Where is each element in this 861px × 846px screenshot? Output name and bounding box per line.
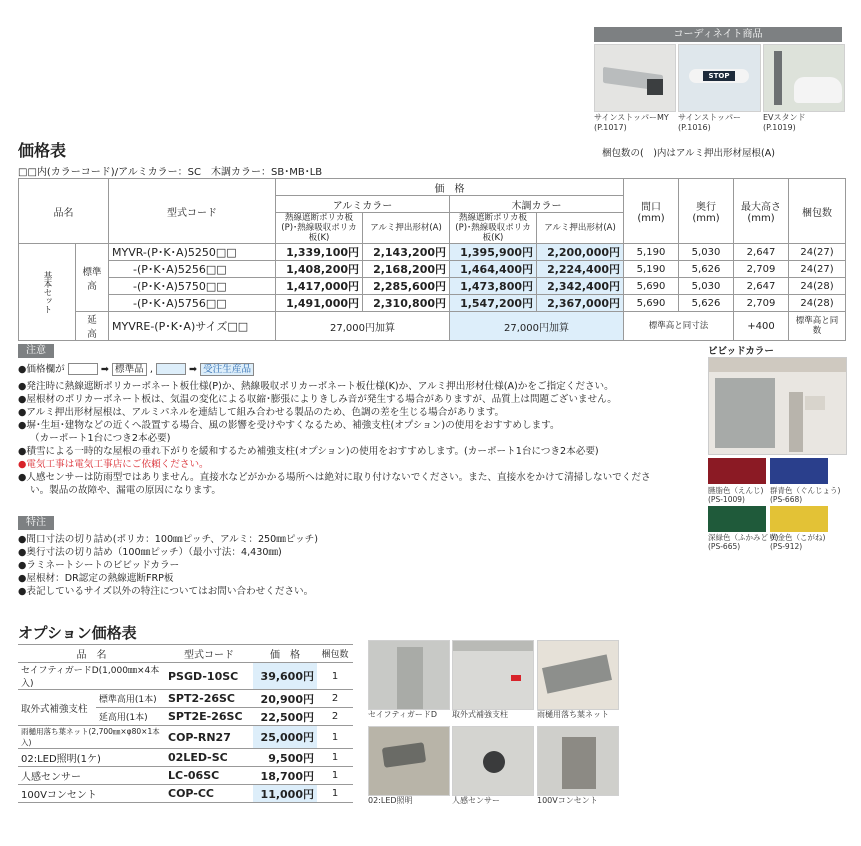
price-cell: 2,224,400円 (537, 261, 624, 278)
coord-caption-2 (678, 113, 741, 133)
th-sub1-wood: 熱線遮断ポリカ板(P)･熱線吸収ポリカ板(K) (450, 213, 537, 244)
row-code: -(P･K･A)5750□□ (109, 278, 276, 295)
option-row (18, 749, 353, 767)
motion-sensor-photo (452, 726, 534, 796)
sign-stopper-my-photo (594, 44, 676, 112)
th-depth-unit: (mm) (692, 213, 720, 224)
pack-cell: 24(28) (789, 295, 846, 312)
option-price: 11,000円 (253, 785, 317, 803)
price-cell: 1,417,000円 (276, 278, 363, 295)
ext-alumi: 27,000円加算 (276, 312, 450, 341)
option-sub: 標準高用(1本) (96, 690, 165, 708)
option-name: セイフティガードD(1,000㎜×4本入) (18, 663, 165, 690)
photo-caption: 取外式補強支柱 (452, 710, 508, 719)
option-code: 02LED-SC (165, 749, 253, 767)
notes-tag: 注意 (18, 344, 54, 358)
ext-pack: 標準高と同数 (789, 312, 846, 341)
oth-price: 価 格 (253, 645, 317, 663)
price-cell: 1,473,800円 (450, 278, 537, 295)
option-name: 02:LED照明(1ケ) (18, 749, 165, 767)
legend-blue-box (156, 363, 186, 375)
option-code: COP-CC (165, 785, 253, 803)
height-cell: 2,647 (734, 244, 789, 261)
ext-wood: 27,000円加算 (450, 312, 624, 341)
option-row (18, 726, 353, 749)
photo-caption: 02:LED照明 (368, 796, 413, 805)
option-name: 取外式補強支柱 (18, 690, 96, 726)
table-row-ext (19, 312, 846, 341)
price-cell: 1,547,200円 (450, 295, 537, 312)
special-tag: 特注 (18, 516, 54, 530)
note-line: ●塀･生垣･建物などの近くへ設置する場合、風の影響を受けやすくなるため、補強支柱(オプション)の使用をおすすめします。 (18, 420, 560, 431)
coord-ref-2: (P.1016) (678, 123, 711, 132)
ext-code: MYVRE-(P･K･A)サイズ□□ (109, 312, 276, 341)
note-line: ●屋根材のポリカーボネート板は、気温の変化による収縮･膨張によりきしみ音が発生する場合がありますが、品質上は問題ございません。 (18, 394, 617, 405)
width-cell: 5,190 (624, 244, 679, 261)
th-depth (679, 179, 734, 244)
options-table (18, 644, 353, 803)
price-cell: 1,395,900円 (450, 244, 537, 261)
swatch-enji (708, 458, 766, 484)
notes-list (18, 380, 698, 497)
price-cell: 2,168,200円 (363, 261, 450, 278)
price-cell: 2,200,000円 (537, 244, 624, 261)
option-price: 18,700円 (253, 767, 317, 785)
swatch-label-2 (770, 486, 840, 504)
support-post-photo (452, 640, 534, 710)
ext-size: 標準高と同寸法 (624, 312, 734, 341)
coord-caption-1 (594, 113, 669, 133)
option-code: SPT2-26SC (165, 690, 253, 708)
swatch-fukamidori (708, 506, 766, 532)
arrow-icon: ➡ (100, 364, 109, 375)
depth-cell: 5,626 (679, 261, 734, 278)
swatch-gunjou (770, 458, 828, 484)
option-row (18, 663, 353, 690)
price-cell: 2,342,400円 (537, 278, 624, 295)
ev-stand-photo (763, 44, 845, 112)
legend-std: 標準品 (112, 363, 147, 376)
option-row (18, 785, 353, 803)
outlet-photo (537, 726, 619, 796)
vivid-photo (708, 357, 847, 455)
option-sub: 延高用(1本) (96, 708, 165, 726)
option-code: LC-06SC (165, 767, 253, 785)
coordinate-header: コーディネイト商品 (594, 27, 842, 42)
option-price: 20,900円 (253, 690, 317, 708)
th-alumi: アルミカラー (276, 196, 450, 213)
group-label: 基本セット (19, 244, 76, 341)
option-code: SPT2E-26SC (165, 708, 253, 726)
option-price: 9,500円 (253, 749, 317, 767)
legend-order: 受注生産品 (200, 363, 254, 376)
option-pack: 1 (317, 749, 353, 767)
options-title: オプション価格表 (18, 624, 137, 642)
swatch-code: (PS-912) (770, 542, 803, 551)
stop-sign: STOP (703, 71, 735, 81)
swatch-code: (PS-668) (770, 495, 803, 504)
pack-cell: 24(28) (789, 278, 846, 295)
photo-caption: 人感センサー (452, 796, 500, 805)
leaf-net-photo (537, 640, 619, 710)
depth-cell: 5,030 (679, 278, 734, 295)
row-code: MYVR-(P･K･A)5250□□ (109, 244, 276, 261)
width-cell: 5,690 (624, 278, 679, 295)
swatch-name: 深緑色（ふかみどり) (708, 533, 779, 542)
legend-line: ●価格欄が ➡ 標準品 , ➡ 受注生産品 (18, 363, 254, 376)
note-line: ●人感センサーは防雨型ではありません。直接水などがかかる場所へは絶対に取り付けないでください。また、直接水をかけて清掃しないでくださ (18, 472, 651, 483)
photo-caption: 100Vコンセント (537, 796, 598, 805)
table-row (19, 244, 846, 261)
oth-name: 品 名 (18, 645, 165, 663)
special-line: ●ラミネートシートのビビッドカラー (18, 560, 180, 571)
th-name: 品名 (19, 179, 109, 244)
width-cell: 5,190 (624, 261, 679, 278)
ext-label: 延 高 (76, 312, 109, 341)
depth-cell: 5,626 (679, 295, 734, 312)
coord-name-1: サインストッパーMY (594, 113, 669, 122)
safety-guard-photo (368, 640, 450, 710)
option-price: 22,500円 (253, 708, 317, 726)
photo-caption: セイフティガードD (368, 710, 438, 719)
th-depth-label: 奥行 (696, 202, 716, 213)
height-cell: 2,709 (734, 261, 789, 278)
color-line: □□内(カラーコード)/アルミカラー：SC 木調カラー：SB･MB･LB (18, 167, 323, 178)
swatch-code: (PS-1009) (708, 495, 745, 504)
coord-ref-1: (P.1017) (594, 123, 627, 132)
option-row (18, 767, 353, 785)
th-sub2-alumi: アルミ押出形材(A) (363, 213, 450, 244)
th-height-unit: (mm) (747, 213, 775, 224)
option-pack: 2 (317, 690, 353, 708)
option-name: 人感センサー (18, 767, 165, 785)
height-cell: 2,647 (734, 278, 789, 295)
photo-caption: 雨樋用落ち葉ネット (537, 710, 609, 719)
ext-height: +400 (734, 312, 789, 341)
legend-blank-box (68, 363, 98, 375)
note-line: （カーポート1台につき2本必要) (30, 433, 171, 444)
th-width-unit: (mm) (637, 213, 665, 224)
pack-cell: 24(27) (789, 244, 846, 261)
option-row (18, 690, 353, 708)
price-table (18, 178, 846, 341)
option-pack: 2 (317, 708, 353, 726)
swatch-kogane (770, 506, 828, 532)
price-cell: 2,310,800円 (363, 295, 450, 312)
note-line: ●積雪による一時的な屋根の垂れ下がりを緩和するため補強支柱(オプション)の使用をおすすめします。(カーポート1台につき2本必要) (18, 446, 599, 457)
swatch-name: 群青色（ぐんじょう) (770, 486, 841, 495)
price-cell: 2,143,200円 (363, 244, 450, 261)
depth-cell: 5,030 (679, 244, 734, 261)
swatch-code: (PS-665) (708, 542, 741, 551)
swatch-label-3 (708, 533, 778, 551)
th-width (624, 179, 679, 244)
note-line: ●アルミ押出形材屋根は、アルミパネルを連結して組み合わせる製品のため、色調の差を生じる場合があります。 (18, 407, 505, 418)
packing-note: 梱包数の( )内はアルミ押出形材屋根(A) (602, 148, 775, 159)
arrow-icon: ➡ (188, 364, 198, 375)
pack-cell: 24(27) (789, 261, 846, 278)
row-code: -(P･K･A)5756□□ (109, 295, 276, 312)
th-wood: 木調カラー (450, 196, 624, 213)
table-row (19, 261, 846, 278)
special-list (18, 533, 318, 598)
option-pack: 1 (317, 767, 353, 785)
option-code: PSGD-10SC (165, 663, 253, 690)
oth-pack: 梱包数 (317, 645, 353, 663)
option-name: 100Vコンセント (18, 785, 165, 803)
price-cell: 1,339,100円 (276, 244, 363, 261)
swatch-label-1 (708, 486, 763, 504)
coord-ref-3: (P.1019) (763, 123, 796, 132)
price-cell: 1,464,400円 (450, 261, 537, 278)
std-label: 標準高 (76, 244, 109, 312)
price-title: 価格表 (18, 141, 67, 160)
row-code: -(P･K･A)5256□□ (109, 261, 276, 278)
price-cell: 1,408,200円 (276, 261, 363, 278)
option-price: 25,000円 (253, 726, 317, 749)
coord-name-3: EVスタンド (763, 113, 806, 122)
swatch-name: 臙脂色（えんじ) (708, 486, 764, 495)
sign-stopper-photo (678, 44, 761, 112)
oth-code: 型式コード (165, 645, 253, 663)
note-line: い。製品の故障や、漏電の原因になります。 (30, 485, 221, 496)
note-warning: ●電気工事は電気工事店にご依頼ください。 (18, 459, 209, 470)
th-height-label: 最大高さ (741, 202, 781, 213)
price-cell: 1,491,000円 (276, 295, 363, 312)
th-price: 価 格 (276, 179, 624, 196)
option-pack: 1 (317, 726, 353, 749)
width-cell: 5,690 (624, 295, 679, 312)
led-light-photo (368, 726, 450, 796)
table-row (19, 278, 846, 295)
price-cell: 2,285,600円 (363, 278, 450, 295)
special-line: ●間口寸法の切り詰め(ポリカ：100㎜ピッチ、アルミ：250㎜ピッチ) (18, 534, 318, 545)
legend-text: ●価格欄が (18, 364, 65, 375)
note-line: ●発注時に熱線遮断ポリカーボネート板仕様(P)か、熱線吸収ポリカーボネート板仕様(K)か、アルミ押出形材仕様(A)かをご指定ください。 (18, 381, 614, 392)
swatch-name: 黄金色（こがね) (770, 533, 826, 542)
coord-name-2: サインストッパー (678, 113, 741, 122)
th-sub1-alumi: 熱線遮断ポリカ板(P)･熱線吸収ポリカ板(K) (276, 213, 363, 244)
option-name: 雨樋用落ち葉ネット(2,700㎜×φ80×1本入) (18, 726, 165, 749)
vivid-title: ビビッドカラー (708, 346, 774, 357)
coord-caption-3 (763, 113, 806, 133)
th-sub2-wood: アルミ押出形材(A) (537, 213, 624, 244)
th-code: 型式コード (109, 179, 276, 244)
th-width-label: 間口 (641, 202, 661, 213)
price-cell: 2,367,000円 (537, 295, 624, 312)
swatch-label-4 (770, 533, 825, 551)
th-pack: 梱包数 (789, 179, 846, 244)
option-pack: 1 (317, 663, 353, 690)
special-line: ●屋根材：DR認定の熱線遮断FRP板 (18, 573, 174, 584)
th-height (734, 179, 789, 244)
option-code: COP-RN27 (165, 726, 253, 749)
height-cell: 2,709 (734, 295, 789, 312)
special-line: ●奥行寸法の切り詰め（100㎜ピッチ）（最小寸法：4,430㎜) (18, 547, 282, 558)
table-row (19, 295, 846, 312)
option-pack: 1 (317, 785, 353, 803)
special-line: ●表記しているサイズ以外の特注についてはお問い合わせください。 (18, 586, 314, 597)
option-price: 39,600円 (253, 663, 317, 690)
